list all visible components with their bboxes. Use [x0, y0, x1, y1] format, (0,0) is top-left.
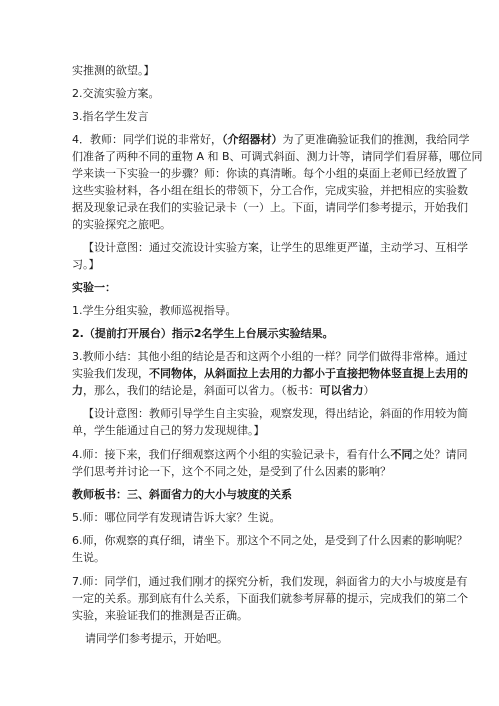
heading-text: 实验一：	[72, 281, 116, 294]
text-line: 的实验探究之旅吧。	[72, 218, 171, 231]
paragraph-p13	[72, 509, 434, 526]
paragraph-p2	[72, 85, 434, 102]
bold-run: 力	[72, 384, 83, 397]
text-line: 们准备了两种不同的重物 A 和 B、可调式斜面、测力计等，请同学们看屏幕，哪位同	[72, 150, 483, 163]
text-line	[72, 382, 434, 399]
text-line: 2.（提前打开展台）指示2名学生上台展示实验结果。	[72, 327, 334, 340]
text-line: 1.学生分组实验，教师巡视指导。	[72, 304, 237, 317]
text-run: ）	[363, 384, 375, 397]
text-line: 5.师：哪位同学有发现请告诉大家？生说。	[72, 511, 281, 524]
paragraph-p15	[72, 573, 468, 624]
text-line: 3.指名学生发言	[72, 110, 149, 123]
paragraph-p3	[72, 108, 434, 125]
section-heading-experiment-1	[72, 279, 434, 296]
paragraph-p4	[72, 131, 483, 233]
bold-run: 不同	[390, 448, 413, 461]
text-line: 学来读一下实验一的步骤？师：你读的真清晰。每个小组的桌面上老师已经放置了	[72, 167, 468, 180]
text-line	[72, 131, 470, 148]
paragraph-p14	[72, 532, 468, 566]
text-line: 6.师，你观察的真仔细，请坐下。那这个不同之处，是受到了什么因素的影响呢？	[72, 534, 468, 547]
text-line: 这些实验材料，各小组在组长的带领下，分工合作，完成实验，并把相应的实验数	[72, 184, 468, 197]
text-line: 【设计意图：教师引导学生自主实验，观察发现，得出结论，斜面的作用较为简	[83, 407, 468, 420]
text-run: 之处？请同	[412, 448, 468, 461]
paragraph-p1	[72, 62, 434, 79]
bold-run: 可以省力	[319, 384, 364, 397]
design-intent-1	[72, 239, 468, 273]
text-run: 实验我们发现，	[72, 367, 149, 380]
bold-run: （介绍器材）	[222, 133, 283, 146]
paragraph-p11	[72, 446, 468, 480]
text-line: 7.师：同学们，通过我们刚才的探究分析，我们发现，斜面省力的大小与坡度是有	[72, 575, 468, 588]
heading-text: 教师板书：三、斜面省力的大小与坡度的关系	[72, 488, 292, 501]
document-body	[72, 62, 483, 647]
text-run: 为了更准确验证我们的推测，我给同学	[282, 133, 470, 146]
paragraph-p9	[72, 348, 468, 399]
text-line: 请同学们参考提示，开始吧。	[85, 632, 228, 645]
text-line: 实验，来验证我们的推测是否正确。	[72, 609, 248, 622]
paragraph-p16	[72, 630, 434, 647]
paragraph-p7	[72, 302, 434, 319]
text-line: 习。】	[72, 258, 100, 271]
text-line: 单，学生能通过自己的努力发现规律。】	[72, 424, 265, 437]
text-run: 4．教师：同学们说的非常好，	[72, 133, 222, 146]
text-run: ，那么，我们的结论是，斜面可以省力。（板书：	[83, 384, 320, 397]
text-line: 学们思考并讨论一下，这个不同之处，是受到了什么因素的影响？	[72, 465, 391, 478]
text-line: 生说。	[72, 551, 105, 564]
text-line: 【设计意图：通过交流设计实验方案，让学生的思维更严谨，主动学习、互相学	[83, 241, 468, 254]
text-run: 4.师：接下来，我们仔细观察这两个小组的实验记录卡，看有什么	[72, 448, 391, 461]
text-line: 2.交流实验方案。	[72, 87, 160, 100]
text-line	[72, 446, 468, 463]
blackboard-heading	[72, 486, 434, 503]
design-intent-2	[72, 405, 468, 439]
text-line: 据及现象记录在我们的实验记录卡（一）上。下面，请同学们参考提示，开始我们	[72, 201, 468, 214]
text-line: 一定的关系。那到底有什么关系，下面我们就参考屏幕的提示，完成我们的第二个	[72, 592, 468, 605]
text-line	[72, 365, 468, 382]
text-line: 实推测的欲望。】	[72, 64, 155, 77]
paragraph-p8	[72, 325, 434, 342]
text-line: 3.教师小结：其他小组的结论是否和这两个小组的一样？同学们做得非常棒。通过	[72, 350, 468, 363]
bold-run: 不同物体，从斜面拉上去用的力都小于直接把物体竖直提上去用的	[149, 367, 468, 380]
